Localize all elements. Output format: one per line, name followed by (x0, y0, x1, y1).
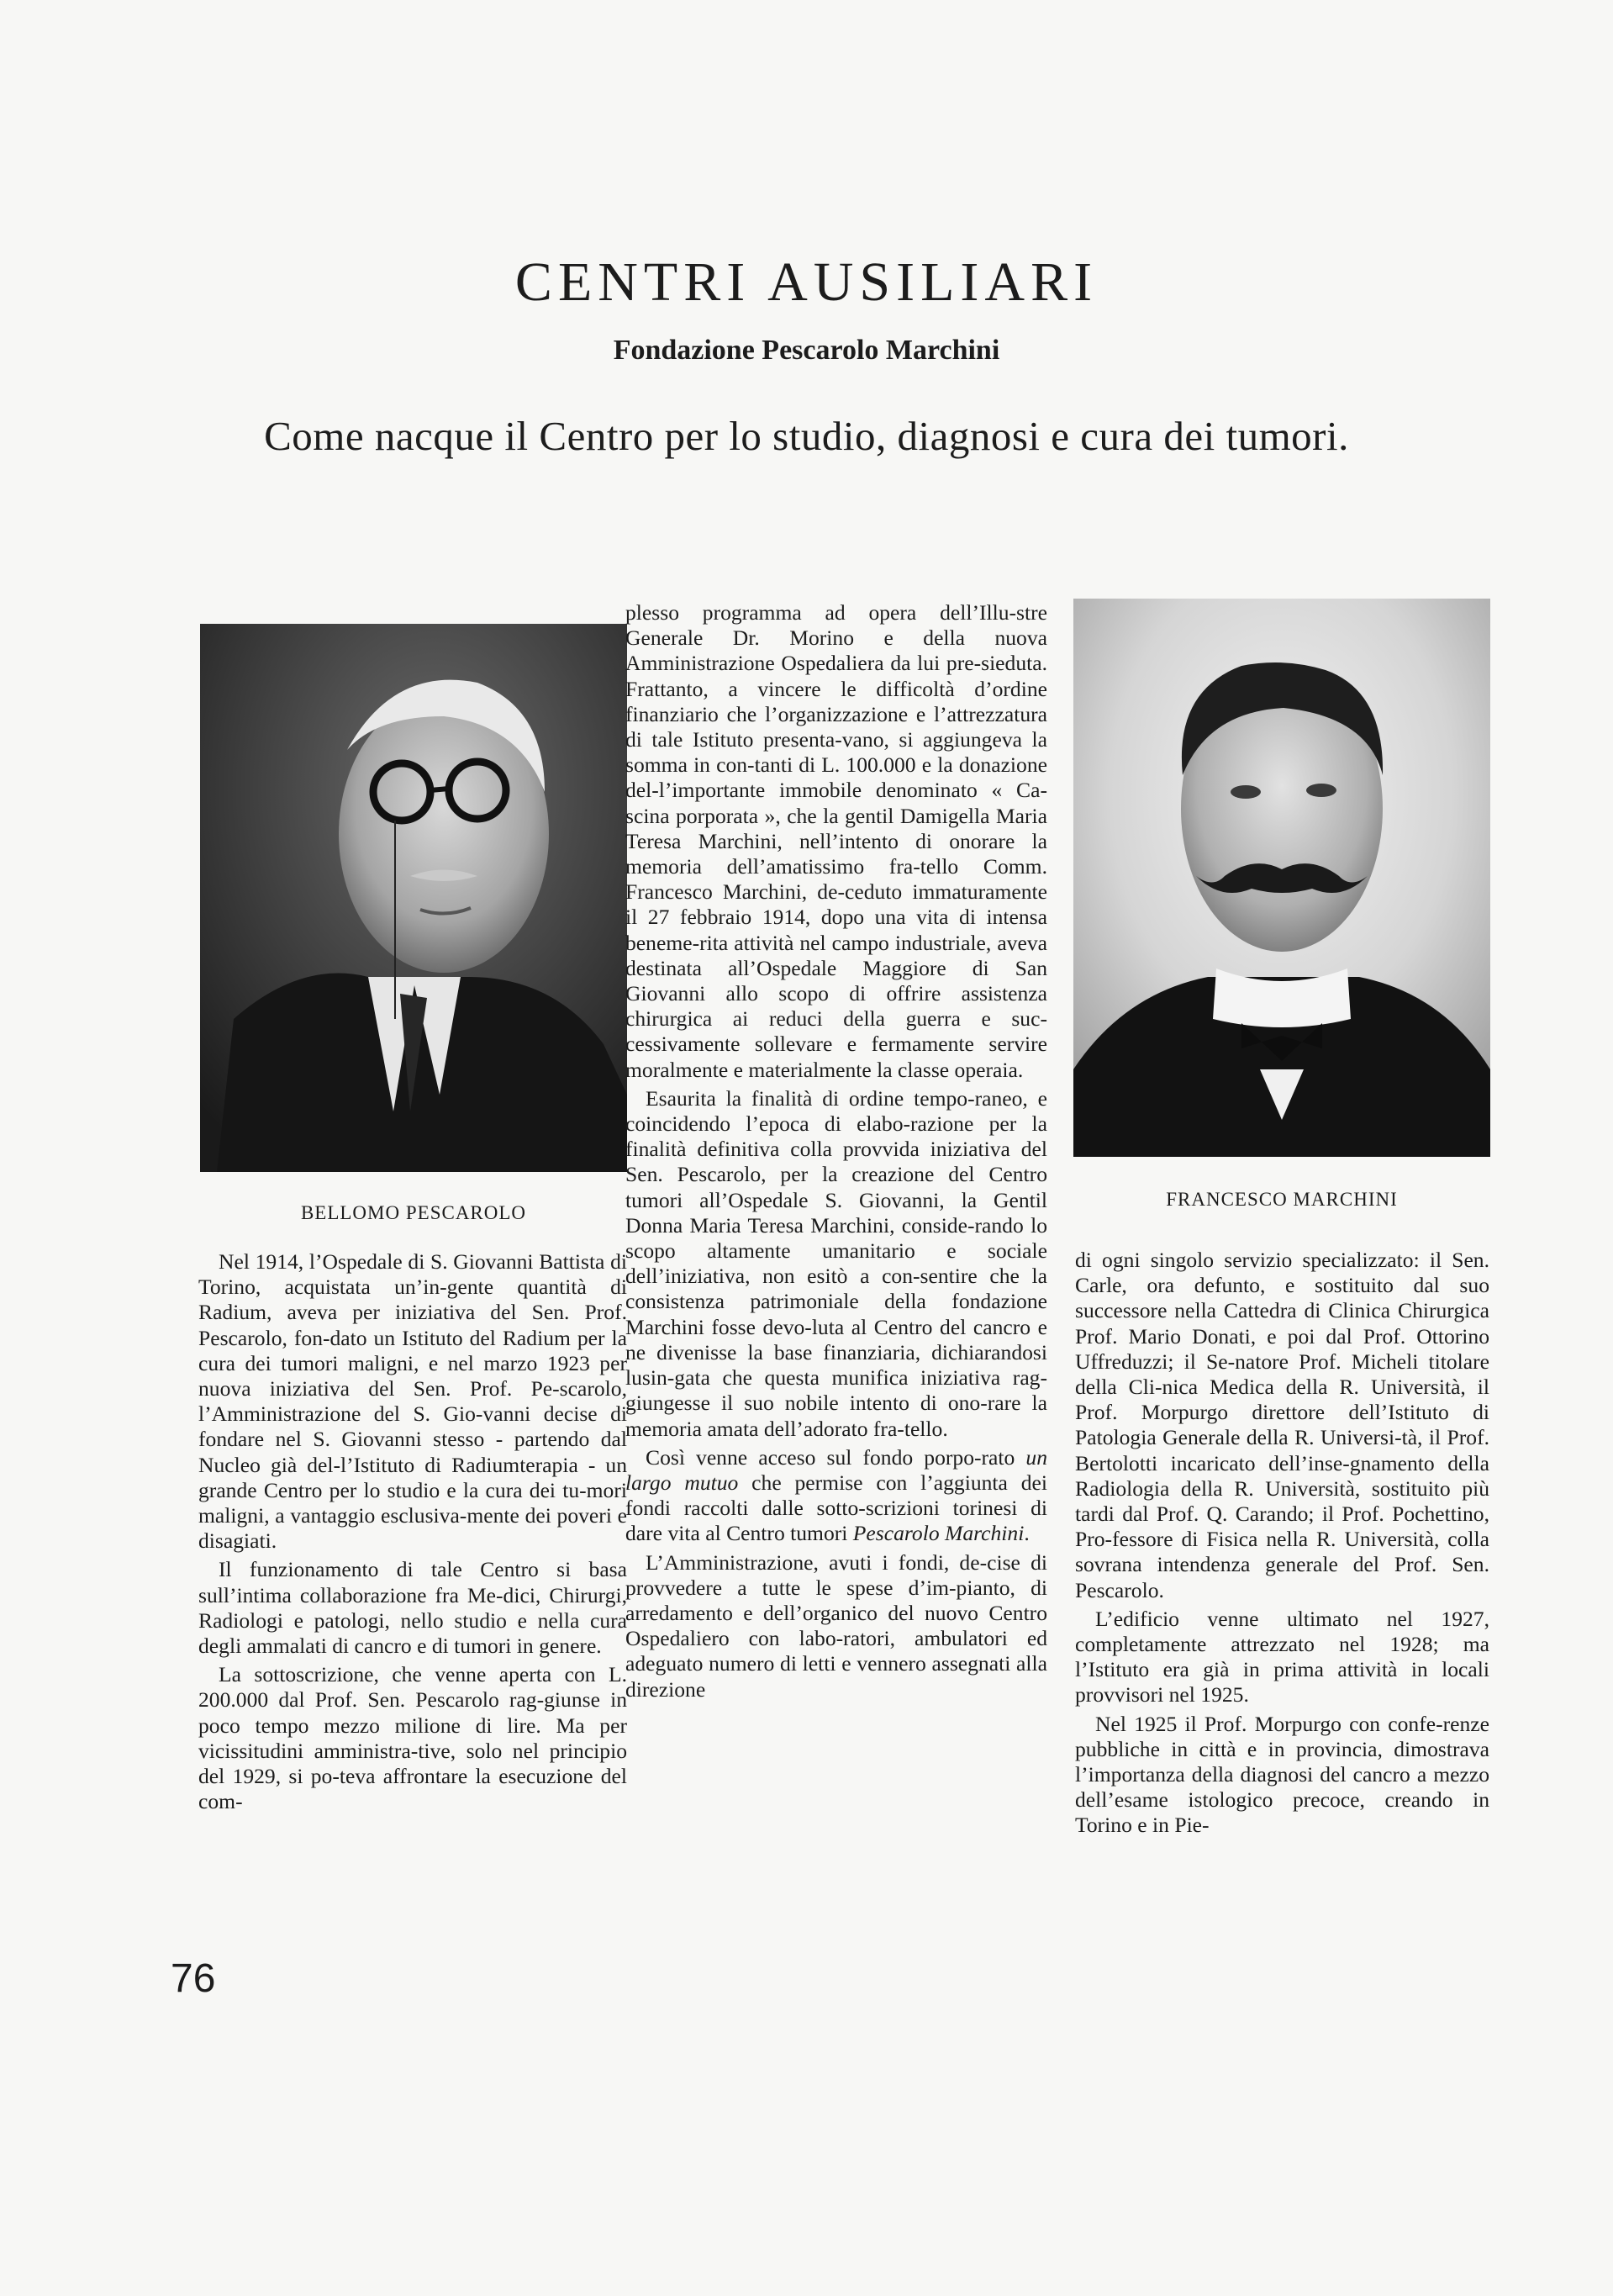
portrait-bellomo-pescarolo (200, 624, 627, 1172)
text-run: . (1024, 1521, 1030, 1546)
paragraph: plesso programma ad opera dell’Illu-stre Generale Dr. Morino e della nuova Amministrazione Ospedaliera da lui pre-sieduta. Frattanto, a vincere le difficoltà d’ordine finanziario che l’organizzazione e l’attrezzatura di tale Istituto presenta-vano, si aggiungeva la somma in con-tanti di L. 100.000 e la donazione del-l’importante immobile denominato « Ca-scina porporata », che la gentil Damigella Maria Teresa Marchini, nell’intento di onorare la memoria dell’amatissimo fra-tello Comm. Francesco Marchini, de-ceduto immaturamente il 27 febbraio 1914, dopo una vita di intensa beneme-rita attività nel campo industriale, aveva destinata all’Ospedale Maggiore di San Giovanni allo scopo di offrire assistenza chirurgica ai reduci della guerra e suc-cessivamente sollevare e fermamente servire moralmente e materialmente la classe operaia. (625, 600, 1047, 1082)
paragraph (625, 1445, 1047, 1547)
portrait-image-left (200, 624, 627, 1172)
caption-right-portrait: FRANCESCO MARCHINI (1166, 1189, 1398, 1210)
caption-left-portrait: BELLOMO PESCAROLO (300, 1202, 527, 1223)
text-run: che permise con l’aggiunta dei fondi raccolti dalle sotto-scrizioni torinesi di dare vita al Centro tumori (625, 1470, 1047, 1546)
paragraph: di ogni singolo servizio specializzato: il Sen. Carle, ora defunto, e sostituito dal suo successore nella Cattedra di Clinica Chirurgica Prof. Mario Donati, e poi dal Prof. Ottorino Uffreduzzi; il Se-natore Prof. Micheli titolare della Cli-nica Medica della R. Università, il Prof. Morpurgo direttore dell’Istituto di Patologia Generale della R. Universi-tà, il Prof. Bertolotti incaricato dell’inse-gnamento della Radiologia della R. Università, sostituito più tardi dal Prof. Q. Carando; il Prof. Pochettino, Pro-fessore di Fisica nella R. Università, colla sovrana intendenza generale del Prof. Sen. Pescarolo. (1075, 1248, 1489, 1602)
section-subtitle: Fondazione Pescarolo Marchini (613, 335, 1000, 366)
portrait-image-right (1073, 599, 1490, 1157)
text-column-middle (625, 600, 1047, 1702)
paragraph: Nel 1914, l’Ospedale di S. Giovanni Battista di Torino, acquistata un’in-gente quantità di Radium, aveva per iniziativa del Sen. Prof. Pescarolo, fon-dato un Istituto del Radium per la cura dei tumori maligni, e nel marzo 1923 per nuova iniziativa del Sen. Prof. Pe-scarolo, l’Amministrazione del S. Gio-vanni decise di fondare nel S. Giovanni stesso - partendo dal Nucleo già del-l’Istituto di Radiumterapia - un grande Centro per lo studio e la cura dei tu-mori maligni, a vantaggio esclusiva-mente dei poveri e disagiati. (198, 1249, 627, 1554)
italic-text: Pescarolo Marchini (852, 1521, 1025, 1546)
article-headline: Come nacque il Centro per lo studio, diagnosi e cura dei tumori. (264, 413, 1349, 459)
paragraph: L’Amministrazione, avuti i fondi, de-cise di provvedere a tutte le spese d’im-pianto, di arredamento e dell’organico del nuovo Centro Ospedaliero con labo-ratori, ambulatori ed adeguato numero di letti e vennero assegnati alla direzione (625, 1549, 1047, 1702)
text-column-left (198, 1249, 627, 1814)
text-column-right (1075, 1248, 1489, 1839)
section-title: CENTRI AUSILIARI (514, 251, 1099, 313)
paragraph: La sottoscrizione, che venne aperta con L. 200.000 dal Prof. Sen. Pescarolo rag-giunse in poco tempo mezzo milione di lire. Ma per vicissitudini amministra-tive, solo nel principio del 1929, si po-teva affrontare la esecuzione del com- (198, 1662, 627, 1814)
paragraph: Il funzionamento di tale Centro si basa sull’intima collaborazione fra Me-dici, Chirurgi, Radiologi e patologi, nello studio e nella cura degli ammalati di cancro e di tumori in genere. (198, 1557, 627, 1659)
italic-text: un largo mutuo (625, 1444, 1047, 1495)
paragraph: Esaurita la finalità di ordine tempo-raneo, e coincidendo l’epoca di elabo-razione per la finalità definitiva colla provvida iniziativa del Sen. Pescarolo, per la creazione del Centro tumori all’Ospedale S. Giovanni, la Gentil Donna Maria Teresa Marchini, conside-rando lo scopo altamente umanitario e sociale dell’iniziativa, non esitò a con-sentire che la consistenza patrimoniale della fondazione Marchini fosse devo-luta al Centro del cancro e ne divenisse la base finanziaria, dichiarandosi lusin-gata che questa munifica iniziativa rag-giungesse il suo nobile intento di ono-rare la memoria amata dell’adorato fra-tello. (625, 1085, 1047, 1441)
paragraph: Nel 1925 il Prof. Morpurgo con confe-renze pubbliche in città e in provincia, dimostrava l’importanza della diagnosi del cancro a mezzo dell’esame istologico precoce, creando in Torino e in Pie- (1075, 1711, 1489, 1838)
portrait-francesco-marchini (1073, 599, 1490, 1157)
page-number: 76 (171, 1956, 216, 2001)
text-run: Così venne acceso sul fondo porpo-rato (646, 1444, 1026, 1470)
paragraph: L’edificio venne ultimato nel 1927, completamente attrezzato nel 1928; ma l’Istituto era già in prima attività in locali provvisori nel 1925. (1075, 1606, 1489, 1707)
